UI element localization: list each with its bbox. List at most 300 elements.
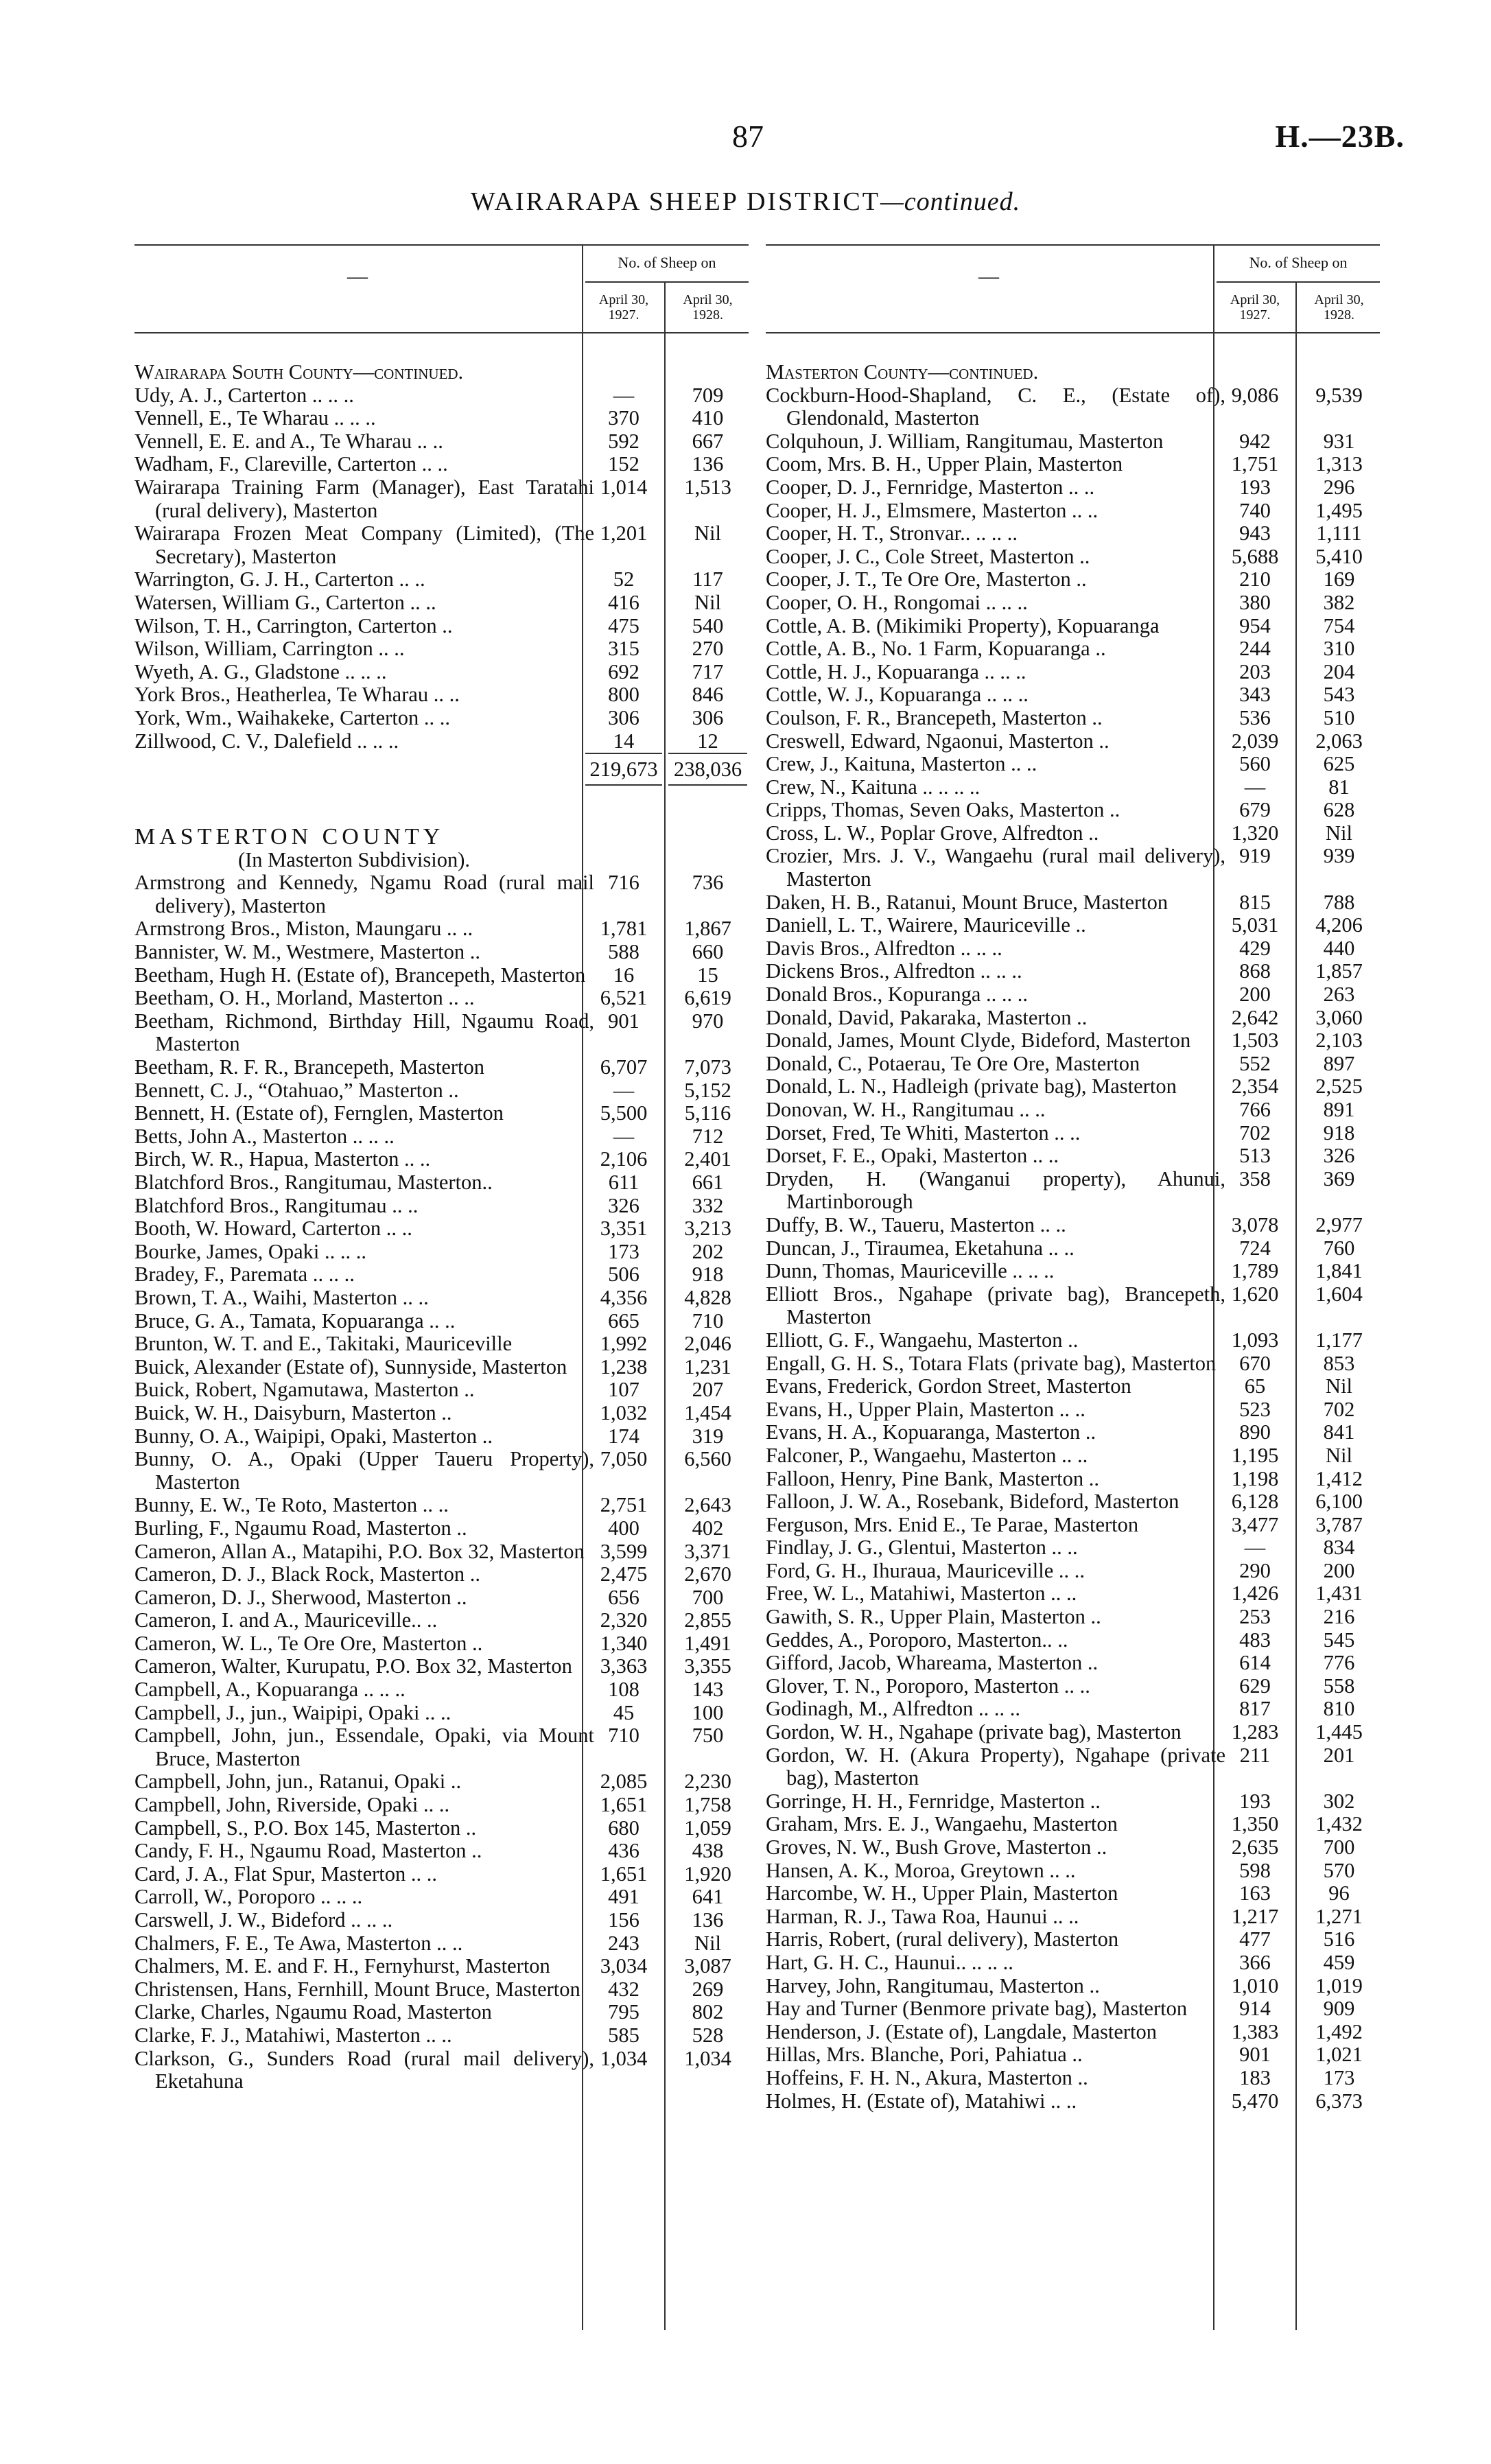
owner-name: Evans, H. A., Kopuaranga, Masterton .. (766, 1420, 1096, 1444)
table-row (766, 1490, 1380, 1514)
owner-name: Donald Bros., Kopuranga .. .. .. (766, 983, 1029, 1007)
owner-name: Beetham, O. H., Morland, Masterton .. .. (134, 986, 475, 1010)
sheep-1927-value: 523 (1239, 1397, 1271, 1421)
table-row (134, 1171, 749, 1195)
table-row (766, 1283, 1380, 1329)
owner-name: Daken, H. B., Ratanui, Mount Bruce, Masterton (766, 890, 1169, 914)
table-row (766, 430, 1380, 454)
owner-name: Brunton, W. T. and E., Takitaki, Mauriceville (134, 1332, 513, 1356)
sheep-1927-value: 5,470 (1231, 2089, 1279, 2113)
table-row (766, 1721, 1380, 1744)
table-row (134, 1678, 749, 1702)
owner-name: Coulson, F. R., Brancepeth, Masterton .. (766, 705, 1103, 729)
owner-name: Cottle, W. J., Kopuaranga .. .. .. (766, 683, 1029, 707)
sheep-1928-value: 1,604 (1315, 1282, 1363, 1306)
sheep-1928-value: 545 (1323, 1628, 1355, 1652)
table-row (766, 1951, 1380, 1975)
sheep-1927-value: 766 (1239, 1098, 1271, 1121)
title-main: WAIRARAPA SHEEP DISTRICT (470, 187, 880, 216)
sheep-1928-value: 834 (1323, 1536, 1355, 1560)
owner-name: Chalmers, F. E., Te Awa, Masterton .. .. (134, 1931, 463, 1955)
sheep-1928-value: 117 (692, 567, 723, 591)
sheep-1927-value: 6,521 (600, 986, 648, 1010)
sheep-1927-value: 173 (608, 1239, 639, 1263)
sheep-1928-value: 6,373 (1315, 2089, 1363, 2113)
sheep-1928-value: 1,019 (1315, 1973, 1363, 1997)
sheep-1928-value: 1,495 (1315, 498, 1363, 522)
sheep-1928-value: 6,619 (684, 986, 731, 1010)
sheep-1928-value: 1,177 (1315, 1328, 1363, 1352)
owner-name: Harcombe, W. H., Upper Plain, Masterton (766, 1881, 1118, 1905)
sheep-1927-value: 156 (608, 1908, 639, 1932)
table-row (134, 1263, 749, 1287)
sheep-1927-value: 656 (608, 1585, 639, 1609)
owner-name: Ferguson, Mrs. Enid E., Te Parae, Masterton (766, 1512, 1139, 1536)
sheep-1928-value: 661 (692, 1171, 724, 1194)
table-row (134, 1655, 749, 1678)
sheep-1928-value: 1,492 (1315, 2019, 1363, 2043)
owner-name: Harris, Robert, (rural delivery), Masterton (766, 1927, 1119, 1951)
sheep-1928-value: 1,034 (684, 2046, 731, 2070)
owner-name: Campbell, A., Kopuaranga .. .. .. (134, 1678, 406, 1702)
table-row (766, 1237, 1380, 1260)
table-row (134, 615, 749, 638)
sheep-1928-value: 660 (692, 940, 724, 964)
sheep-1928-value: 754 (1323, 613, 1355, 637)
table-row (134, 871, 749, 917)
sheep-1927-value: 629 (1239, 1674, 1271, 1698)
table-row (134, 1724, 749, 1770)
sheep-1928-value: 667 (692, 429, 724, 453)
sheep-1928-value: 1,920 (684, 1862, 731, 1886)
owner-name: Beetham, R. F. R., Brancepeth, Masterton (134, 1055, 485, 1079)
owner-name: Clarke, F. J., Matahiwi, Masterton .. .. (134, 2023, 452, 2047)
sheep-1927-value: 1,093 (1231, 1328, 1279, 1352)
sheep-1927-value: 290 (1239, 1558, 1271, 1582)
owner-name: Crozier, Mrs. J. V., Wangaehu (rural mail delivery), Masterton (766, 844, 1225, 891)
sheep-1927-value: 436 (608, 1839, 639, 1863)
owner-name: Wairarapa Training Farm (Manager), East Taratahi (rural delivery), Masterton (134, 475, 594, 522)
owner-name: Vennell, E. E. and A., Te Wharau .. .. (134, 429, 443, 453)
owner-name: Cross, L. W., Poplar Grove, Alfredton .. (766, 821, 1099, 845)
owner-name: Burling, F., Ngaumu Road, Masterton .. (134, 1516, 467, 1540)
table-row (766, 891, 1380, 915)
table-row (134, 453, 749, 476)
owner-name: Candy, F. H., Ngaumu Road, Masterton .. (134, 1839, 482, 1863)
table-row (766, 1836, 1380, 1859)
sheep-1927-value: 795 (608, 2000, 639, 2024)
table-row (766, 1029, 1380, 1053)
owner-name: Wilson, William, Carrington .. .. (134, 637, 405, 661)
table-row (766, 1398, 1380, 1422)
owner-name: Bennett, C. J., “Otahuao,” Masterton .. (134, 1078, 459, 1102)
sheep-1928-value: 2,103 (1315, 1029, 1363, 1053)
sheep-1928-value: 1,454 (684, 1400, 731, 1424)
owner-name: Donald, David, Pakaraka, Masterton .. (766, 1005, 1088, 1029)
table-row (766, 1928, 1380, 1951)
owner-name: Bennett, H. (Estate of), Fernglen, Masterton (134, 1101, 504, 1125)
owner-name: Campbell, S., P.O. Box 145, Masterton .. (134, 1816, 477, 1840)
table-row (766, 1375, 1380, 1398)
sheep-1928-value: 1,445 (1315, 1720, 1363, 1744)
owner-name: Wairarapa South County—continued. (134, 360, 464, 384)
owner-name: Harvey, John, Rangitumau, Masterton .. (766, 1973, 1100, 1997)
table-row (134, 1978, 749, 2002)
sheep-1928-value: 270 (692, 637, 724, 661)
owner-name: Groves, N. W., Bush Grove, Masterton .. (766, 1835, 1107, 1859)
owner-name: (In Masterton Subdivision). (237, 847, 471, 871)
owner-name: Henderson, J. (Estate of), Langdale, Masterton (766, 2019, 1157, 2043)
owner-name: Cottle, H. J., Kopuaranga .. .. .. (766, 659, 1026, 683)
sheep-1927-value: 3,351 (600, 1217, 648, 1241)
sheep-1927-value: 598 (1239, 1858, 1271, 1882)
sheep-1927-value: 5,688 (1231, 544, 1279, 568)
sheep-1928-value: 136 (692, 1908, 724, 1932)
table-row (134, 1056, 749, 1079)
sheep-1928-value: 570 (1323, 1858, 1355, 1882)
sheep-1928-value: 891 (1323, 1098, 1355, 1121)
table-row (766, 545, 1380, 569)
table-row (766, 1122, 1380, 1145)
sheep-1928-value: 382 (1323, 590, 1355, 614)
sheep-1928-value: 970 (692, 1009, 724, 1033)
owner-name: Wadham, F., Clareville, Carterton .. .. (134, 452, 448, 476)
sheep-1927-value: 244 (1239, 637, 1271, 661)
sheep-1928-value: 200 (1323, 1558, 1355, 1582)
table-row (766, 1675, 1380, 1698)
right-table (766, 244, 1380, 2330)
owner-name: Wairarapa Frozen Meat Company (Limited), (The Secretary), Masterton (134, 521, 594, 568)
owner-name: Bradey, F., Paremata .. .. .. (134, 1263, 355, 1287)
owner-name: Hay and Turner (Benmore private bag), Masterton (766, 1997, 1188, 2021)
table-row (134, 1932, 749, 1956)
sheep-1928-value: 628 (1323, 798, 1355, 822)
sheep-1927-value: 475 (608, 613, 639, 637)
sheep-1928-value: 12 (697, 729, 718, 753)
sheep-1928-value: 6,100 (1315, 1490, 1363, 1514)
table-row (766, 1329, 1380, 1352)
sheep-1927-value: 1,238 (600, 1354, 648, 1378)
owner-name: Cooper, J. T., Te Ore Ore, Masterton .. (766, 567, 1087, 591)
name-column-header: — (978, 265, 999, 288)
sheep-1927-value: 3,034 (600, 1954, 648, 1978)
table-row (134, 661, 749, 684)
table-row (766, 661, 1380, 684)
owner-name: Dunn, Thomas, Mauriceville .. .. .. (766, 1259, 1055, 1283)
table-row (134, 407, 749, 430)
sheep-1927-value: 560 (1239, 752, 1271, 776)
sheep-1928-value: 918 (692, 1263, 724, 1287)
table-row (766, 384, 1380, 430)
owner-name: MASTERTON COUNTY (134, 824, 445, 850)
sheep-1927-value: 1,350 (1231, 1812, 1279, 1836)
table-row (766, 753, 1380, 776)
table-row (766, 2090, 1380, 2113)
sheep-1927-value: 800 (608, 683, 639, 707)
table-row (766, 500, 1380, 523)
table-row (134, 941, 749, 964)
owner-name: Gordon, W. H., Ngahape (private bag), Masterton (766, 1720, 1182, 1744)
owner-name: Bunny, E. W., Te Roto, Masterton .. .. (134, 1493, 449, 1517)
table-row (134, 1448, 749, 1494)
table-row (766, 1053, 1380, 1076)
table-row (134, 917, 749, 941)
sheep-1927-value: 200 (1239, 983, 1271, 1007)
sheep-1928-value: 296 (1323, 475, 1355, 499)
sheep-1928-value: 700 (1323, 1835, 1355, 1859)
sheep-1927-value: 740 (1239, 498, 1271, 522)
table-row (134, 1840, 749, 1863)
april-1927-header: April 30, 1927. (598, 292, 649, 322)
owner-name: Donald, James, Mount Clyde, Bideford, Masterton (766, 1029, 1191, 1053)
sheep-1928-value: 2,401 (684, 1147, 731, 1171)
owner-name: Crew, N., Kaituna .. .. .. .. (766, 775, 981, 799)
owner-name: Duffy, B. W., Taueru, Masterton .. .. (766, 1212, 1066, 1236)
sheep-1928-value: Nil (1326, 1374, 1352, 1398)
sheep-1927-value: 1,340 (600, 1631, 648, 1655)
header-bottom-rule (766, 332, 1380, 333)
table-row (766, 937, 1380, 961)
owner-name: Cottle, A. B. (Mikimiki Property), Kopuaranga (766, 613, 1160, 637)
sheep-1928-value: 201 (1323, 1743, 1355, 1767)
owner-name: Christensen, Hans, Fernhill, Mount Bruce, Masterton (134, 1977, 580, 2001)
table-row (134, 1287, 749, 1310)
sheep-1928-value: 6,560 (684, 1447, 731, 1471)
sheep-1928-value: Nil (694, 1931, 721, 1955)
table-row (134, 683, 749, 707)
sheep-1928-value: Nil (694, 590, 721, 614)
sheep-1927-value: 1,992 (600, 1332, 648, 1356)
table-row (766, 1168, 1380, 1214)
sheep-1928-value: 143 (692, 1678, 724, 1702)
sheep-1928-value: 310 (1323, 637, 1355, 661)
sheep-1928-value: 931 (1323, 429, 1355, 453)
owner-name: Bunny, O. A., Waipipi, Opaki, Masterton .. (134, 1424, 493, 1448)
sheep-1928-value: 709 (692, 383, 724, 407)
county-heading (134, 825, 749, 849)
owner-name: Clarke, Charles, Ngaumu Road, Masterton (134, 2000, 492, 2024)
owner-name: Ford, G. H., Ihuraua, Mauriceville .. .. (766, 1558, 1085, 1582)
sheep-1927-value: 400 (608, 1516, 639, 1540)
sheep-1928-value: 15 (697, 963, 718, 987)
owner-name: Gordon, W. H. (Akura Property), Ngahape (private bag), Masterton (766, 1743, 1225, 1790)
sheep-1927-value: 670 (1239, 1351, 1271, 1375)
sheep-1927-value: 477 (1239, 1927, 1271, 1951)
sheep-1927-value: 2,751 (600, 1493, 648, 1517)
sheep-1928-value: 710 (692, 1309, 724, 1333)
owner-name: Donald, C., Potaerau, Te Ore Ore, Masterton (766, 1051, 1140, 1075)
owner-name: Dickens Bros., Alfredton .. .. .. (766, 959, 1022, 983)
subdivision-note (134, 849, 749, 872)
sheep-1927-value: 491 (608, 1885, 639, 1909)
sheep-1928-value: 543 (1323, 683, 1355, 707)
owner-name: Bourke, James, Opaki .. .. .. (134, 1239, 366, 1263)
sheep-1928-value: 841 (1323, 1420, 1355, 1444)
sheep-1927-value: 432 (608, 1977, 639, 2001)
sheep-1927-value: 716 (608, 871, 639, 895)
table-row (134, 1079, 749, 1103)
owner-name: Chalmers, M. E. and F. H., Fernyhurst, Masterton (134, 1954, 550, 1978)
sheep-1927-value: 588 (608, 940, 639, 964)
owner-name: Betts, John A., Masterton .. .. .. (134, 1124, 395, 1148)
sheep-1928-value: 558 (1323, 1674, 1355, 1698)
sheep-1928-value: 207 (692, 1378, 724, 1402)
sheep-1927-value: 890 (1239, 1420, 1271, 1444)
sheep-1927-value: 1,426 (1231, 1582, 1279, 1606)
table-row (766, 1352, 1380, 1376)
table-row (134, 1125, 749, 1149)
sheep-1927-value: 592 (608, 429, 639, 453)
sheep-1927-value: 1,503 (1231, 1029, 1279, 1053)
sheep-1928-value: 1,271 (1315, 1904, 1363, 1928)
owner-name: Masterton County—continued. (766, 360, 1039, 384)
table-row (766, 1260, 1380, 1283)
sheep-1928-value: 306 (692, 705, 724, 729)
owner-name: Bruce, G. A., Tamata, Kopuaranga .. .. (134, 1309, 456, 1333)
owner-name: Campbell, John, Riverside, Opaki .. .. (134, 1793, 450, 1817)
table-row (134, 430, 749, 454)
sheep-1928-value: 918 (1323, 1120, 1355, 1145)
sheep-1927-value: 679 (1239, 798, 1271, 822)
table-row (766, 1007, 1380, 1030)
owner-name: Campbell, John, jun., Essendale, Opaki, via Mount Bruce, Masterton (134, 1724, 594, 1770)
sheep-1928-value: 1,867 (684, 917, 731, 941)
table-row (766, 1421, 1380, 1444)
table-row (134, 1817, 749, 1840)
owner-name: Graham, Mrs. E. J., Wangaehu, Masterton (766, 1812, 1118, 1836)
table-row (766, 1468, 1380, 1491)
table-row (766, 1744, 1380, 1790)
owner-name: Colquhoun, J. William, Rangitumau, Masterton (766, 429, 1164, 453)
owner-name: Booth, W. Howard, Carterton .. .. (134, 1217, 412, 1241)
owner-name: Daniell, L. T., Wairere, Mauriceville .. (766, 913, 1086, 937)
sheep-1928-value: 269 (692, 1977, 724, 2001)
owner-name: Engall, G. H. S., Totara Flats (private bag), Masterton (766, 1351, 1217, 1375)
table-row (766, 1905, 1380, 1929)
sheep-1927-value: 1,032 (600, 1400, 648, 1424)
sheep-1927-value: 6,707 (600, 1055, 648, 1079)
sheep-1928-value: 369 (1323, 1166, 1355, 1190)
sheep-1927-value: 5,031 (1231, 913, 1279, 937)
sheep-1927-value: 1,014 (600, 475, 648, 499)
owner-name: Evans, H., Upper Plain, Masterton .. .. (766, 1397, 1085, 1421)
table-row (766, 1582, 1380, 1606)
table-row (766, 1214, 1380, 1237)
table-row (766, 1790, 1380, 1814)
table-row (134, 707, 749, 730)
table-row (134, 1195, 749, 1218)
sheep-1927-value: 7,050 (600, 1447, 648, 1471)
table-row (134, 964, 749, 987)
sheep-1928-value: 1,111 (1316, 521, 1362, 545)
owner-name: Bannister, W. M., Westmere, Masterton .. (134, 940, 481, 964)
sheep-count-header: No. of Sheep on (1249, 254, 1348, 271)
sheep-1928-value: 1,491 (684, 1631, 731, 1655)
sheep-1927-value: 2,106 (600, 1147, 648, 1171)
table-row (766, 453, 1380, 476)
table-row (766, 1514, 1380, 1537)
sheep-1927-value: 1,010 (1231, 1973, 1279, 1997)
sheep-1928-value: 1,431 (1315, 1582, 1363, 1606)
table-row (766, 2067, 1380, 2090)
owner-name: Armstrong Bros., Miston, Maungaru .. .. (134, 917, 473, 941)
sheep-1928-value: 700 (692, 1585, 724, 1609)
table-row (134, 384, 749, 408)
sheep-1927-value: 665 (608, 1309, 639, 1333)
section-heading (766, 361, 1380, 384)
table-row (766, 2021, 1380, 2044)
table-row (134, 1217, 749, 1241)
sheep-1927-value: 1,195 (1231, 1443, 1279, 1467)
owner-name: Glover, T. N., Poroporo, Masterton .. .. (766, 1674, 1090, 1698)
sheep-1927-value: 210 (1239, 567, 1271, 591)
name-column-header: — (347, 265, 368, 288)
sheep-1928-value: 402 (692, 1516, 724, 1540)
sheep-1927-value: 1,320 (1231, 821, 1279, 845)
sheep-1927-value: 152 (608, 452, 639, 476)
document-reference: H.—23B. (1275, 119, 1405, 154)
owner-name: Watersen, William G., Carterton .. .. (134, 590, 436, 614)
sheep-1927-value: 901 (608, 1009, 639, 1033)
owner-name: Falloon, J. W. A., Rosebank, Bideford, Masterton (766, 1490, 1179, 1514)
sheep-1928-value: 776 (1323, 1651, 1355, 1675)
sheep-1928-value: 96 (1328, 1881, 1350, 1905)
owner-name: Cooper, J. C., Cole Street, Masterton .. (766, 544, 1090, 568)
sheep-1928-value: 3,213 (684, 1217, 731, 1241)
sheep-1927-value: 315 (608, 637, 639, 661)
owner-name: Free, W. L., Matahiwi, Masterton .. .. (766, 1582, 1077, 1606)
owner-name: Campbell, John, jun., Ratanui, Opaki .. (134, 1770, 462, 1794)
table-row (766, 2043, 1380, 2067)
sheep-1927-value: — (1244, 1536, 1266, 1560)
owner-name: Bunny, O. A., Opaki (Upper Taueru Property), Masterton (134, 1447, 594, 1494)
table-row (766, 1145, 1380, 1168)
sheep-1928-value: 9,539 (1315, 383, 1363, 407)
sheep-1928-value: 712 (692, 1124, 724, 1148)
sheep-1927-value: 326 (608, 1193, 639, 1217)
owner-name: Carswell, J. W., Bideford .. .. .. (134, 1908, 393, 1932)
table-row (134, 1310, 749, 1333)
table-row (134, 1102, 749, 1125)
table-row (134, 1148, 749, 1171)
header-bottom-rule (134, 332, 749, 333)
sheep-1927-value: — (613, 383, 635, 407)
sheep-1928-value: 5,116 (684, 1101, 731, 1125)
owner-name: Carroll, W., Poroporo .. .. .. (134, 1885, 363, 1909)
owner-name: Vennell, E., Te Wharau .. .. .. (134, 406, 376, 430)
table-row (134, 1794, 749, 1817)
sheep-1928-value: 516 (1323, 1927, 1355, 1951)
sheep-1927-value: 1,751 (1231, 452, 1279, 476)
table-row (766, 1629, 1380, 1652)
sheep-1927-value: 203 (1239, 659, 1271, 683)
owner-name: Cameron, I. and A., Mauriceville.. .. (134, 1608, 438, 1632)
sheep-1927-value: 163 (1239, 1881, 1271, 1905)
table-row (134, 1863, 749, 1886)
table-row (766, 799, 1380, 822)
table-row (134, 522, 749, 568)
sheep-1927-value: 724 (1239, 1236, 1271, 1260)
table-row (134, 730, 749, 753)
sheep-1928-value: 641 (692, 1885, 724, 1909)
sheep-1928-value: 459 (1323, 1950, 1355, 1974)
sheep-1927-value: 1,781 (600, 917, 648, 941)
table-row (134, 1241, 749, 1264)
sheep-1928-value: 1,841 (1315, 1259, 1363, 1283)
table-row (134, 2024, 749, 2048)
sheep-1927-value: 817 (1239, 1697, 1271, 1721)
table-row (134, 1356, 749, 1379)
